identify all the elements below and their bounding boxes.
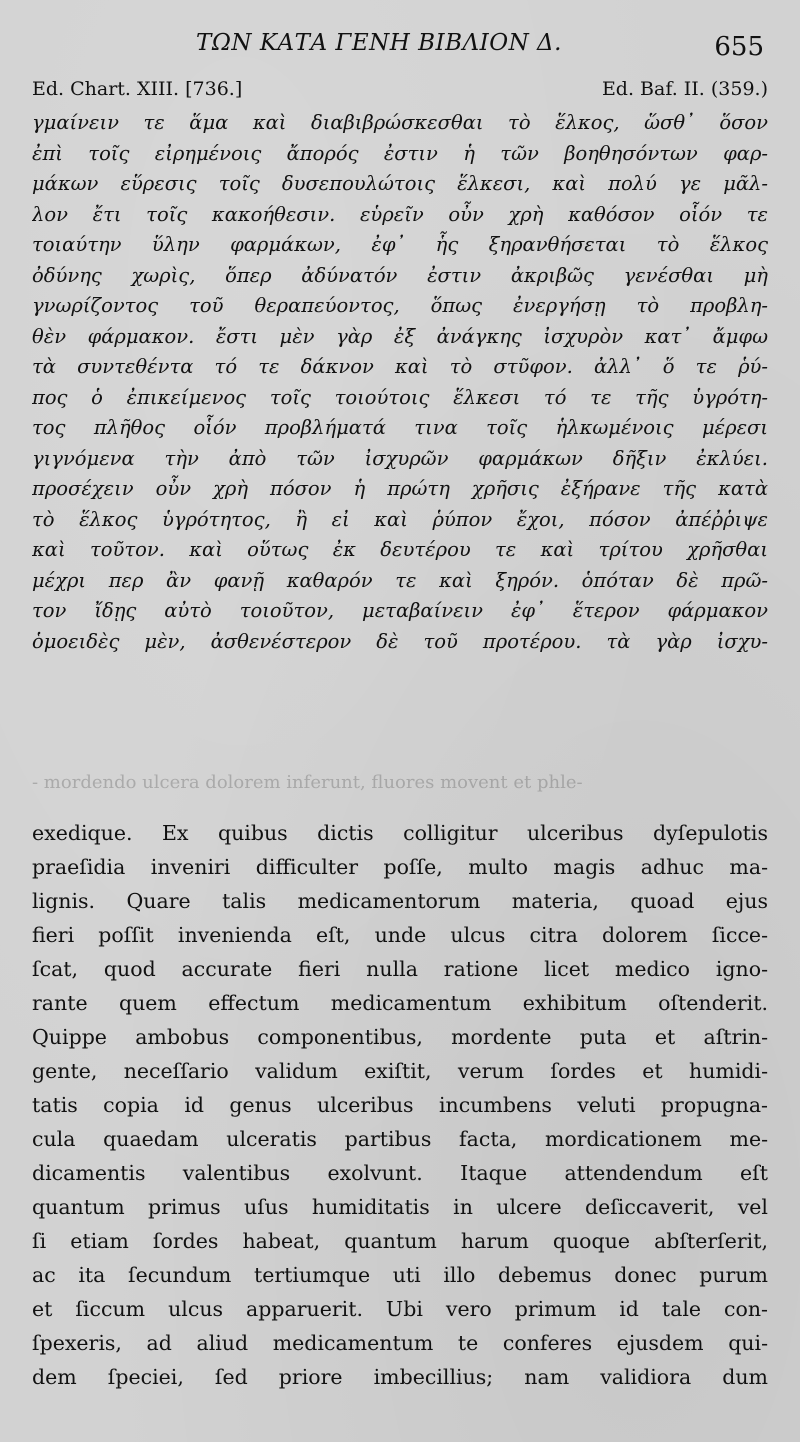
- greek-line: μάκων εὕρεσις τοῖς δυσεπουλώτοις ἕλκεσι, καὶ πολύ γε μᾶλ-: [32, 172, 768, 195]
- greek-line: μέχρι περ ἂν φανῇ καθαρόν τε καὶ ξηρόν. ὁπόταν δὲ πρῶ-: [32, 568, 768, 592]
- latin-line: exedique. Ex quibus dictis colligitur ulceribus dyſepulotis: [32, 821, 768, 845]
- latin-line: ſpexeris, ad aliud medicamentum te conferes ejusdem qui-: [32, 1331, 768, 1355]
- greek-line: λον ἔτι τοῖς κακοήθεσιν. εὑρεῖν οὖν χρὴ καθόσον οἷόν τε: [32, 202, 768, 226]
- greek-line: θὲν φάρμακον. ἔστι μὲν γὰρ ἐξ ἀνάγκης ἰσχυρὸν κατ᾿ ἄμφω: [32, 324, 768, 348]
- greek-line: τος πλῆθος οἷόν προβλήματά τινα τοῖς ἡλκωμένοις μέρεσι: [32, 416, 768, 439]
- latin-line: Quippe ambobus componentibus, mordente puta et aſtrin-: [32, 1025, 768, 1049]
- greek-line: προσέχειν οὖν χρὴ πόσον ἡ πρώτη χρῆσις ἐξήρανε τῆς κατὰ: [32, 477, 768, 500]
- latin-line: rante quem effectum medicamentum exhibitum oſtenderit.: [32, 991, 768, 1015]
- greek-line: γμαίνειν τε ἅμα καὶ διαβιβρώσκεσθαι τὸ ἕλκος, ὥσθ᾿ ὅσον: [32, 111, 768, 134]
- edition-basel: Ed. Baf. II. (359.): [601, 78, 768, 100]
- latin-text-block: [32, 816, 768, 1394]
- bleed-through-text: - mordendo ulcera dolorem inferunt, fluores movent et phle-: [32, 772, 583, 793]
- running-head: [0, 28, 800, 72]
- greek-line: καὶ τοῦτον. καὶ οὕτως ἐκ δευτέρου τε καὶ τρίτου χρῆσθαι: [32, 538, 768, 561]
- latin-line: ac ita ſecundum tertiumque uti illo debemus donec purum: [32, 1263, 768, 1287]
- latin-line: fieri poſſit invenienda eſt, unde ulcus citra dolorem ſicce-: [32, 923, 768, 947]
- greek-line: γιγνόμενα τὴν ἀπὸ τῶν ἰσχυρῶν φαρμάκων δῆξιν ἐκλύει.: [32, 446, 768, 470]
- greek-line: πος ὁ ἐπικείμενος τοῖς τοιούτοις ἕλκεσι τό τε τῆς ὑγρότη-: [32, 385, 768, 409]
- greek-text-block: [32, 108, 768, 657]
- latin-line: dem ſpeciei, ſed priore imbecillius; nam validiora dum: [32, 1365, 768, 1389]
- latin-line: gente, neceſſario validum exiſtit, verum ſordes et humidi-: [32, 1059, 768, 1083]
- latin-line: tatis copia id genus ulceribus incumbens veluti propugna-: [32, 1093, 768, 1117]
- greek-line: τον ἴδῃς αὐτὸ τοιοῦτον, μεταβαίνειν ἐφ᾿ ἕτερον φάρμακον: [32, 599, 768, 622]
- latin-line: praeſidia inveniri difficulter poſſe, multo magis adhuc ma-: [32, 855, 768, 879]
- latin-line: ſcat, quod accurate fieri nulla ratione licet medico igno-: [32, 957, 768, 981]
- greek-line: ὀδύνης χωρὶς, ὅπερ ἀδύνατόν ἐστιν ἀκριβῶς γενέσθαι μὴ: [32, 263, 768, 287]
- greek-line: τὸ ἕλκος ὑγρότητος, ἢ εἰ καὶ ῥύπον ἔχοι, πόσον ἀπέῤῥιψε: [32, 507, 768, 531]
- greek-line: τὰ συντεθέντα τό τε δάκνον καὶ τὸ στῦφον. ἀλλ᾿ ὅ τε ῥύ-: [32, 355, 768, 378]
- latin-line: quantum primus uſus humiditatis in ulcere deſiccaverit, vel: [32, 1195, 768, 1219]
- greek-line: ἐπὶ τοῖς εἰρημένοις ἄπορός ἐστιν ἡ τῶν βοηθησόντων φαρ-: [32, 141, 768, 165]
- running-head-title: ΤΩΝ ΚΑΤΑ ΓΕΝΗ ΒΙΒΛΙΟΝ Δ.: [196, 30, 562, 56]
- page-number: 655: [714, 32, 764, 62]
- greek-line: γνωρίζοντος τοῦ θεραπεύοντος, ὅπως ἐνεργήσῃ τὸ προβλη-: [32, 294, 768, 317]
- latin-line: lignis. Quare talis medicamentorum materia, quoad ejus: [32, 889, 768, 913]
- edition-references: [32, 78, 768, 106]
- latin-line: cula quaedam ulceratis partibus facta, mordicationem me-: [32, 1127, 768, 1151]
- edition-chartier: Ed. Chart. XIII. [736.]: [32, 78, 243, 100]
- latin-line: et ſiccum ulcus apparuerit. Ubi vero primum id tale con-: [32, 1297, 768, 1321]
- latin-line: dicamentis valentibus exolvunt. Itaque attendendum eſt: [32, 1161, 768, 1185]
- greek-line: ὁμοειδὲς μὲν, ἀσθενέστερον δὲ τοῦ προτέρου. τὰ γὰρ ἰσχυ-: [32, 629, 768, 653]
- latin-line: ſi etiam ſordes habeat, quantum harum quoque abſterſerit,: [32, 1229, 768, 1253]
- greek-line: τοιαύτην ὕλην φαρμάκων, ἐφ᾿ ἧς ξηρανθήσεται τὸ ἕλκος: [32, 233, 768, 256]
